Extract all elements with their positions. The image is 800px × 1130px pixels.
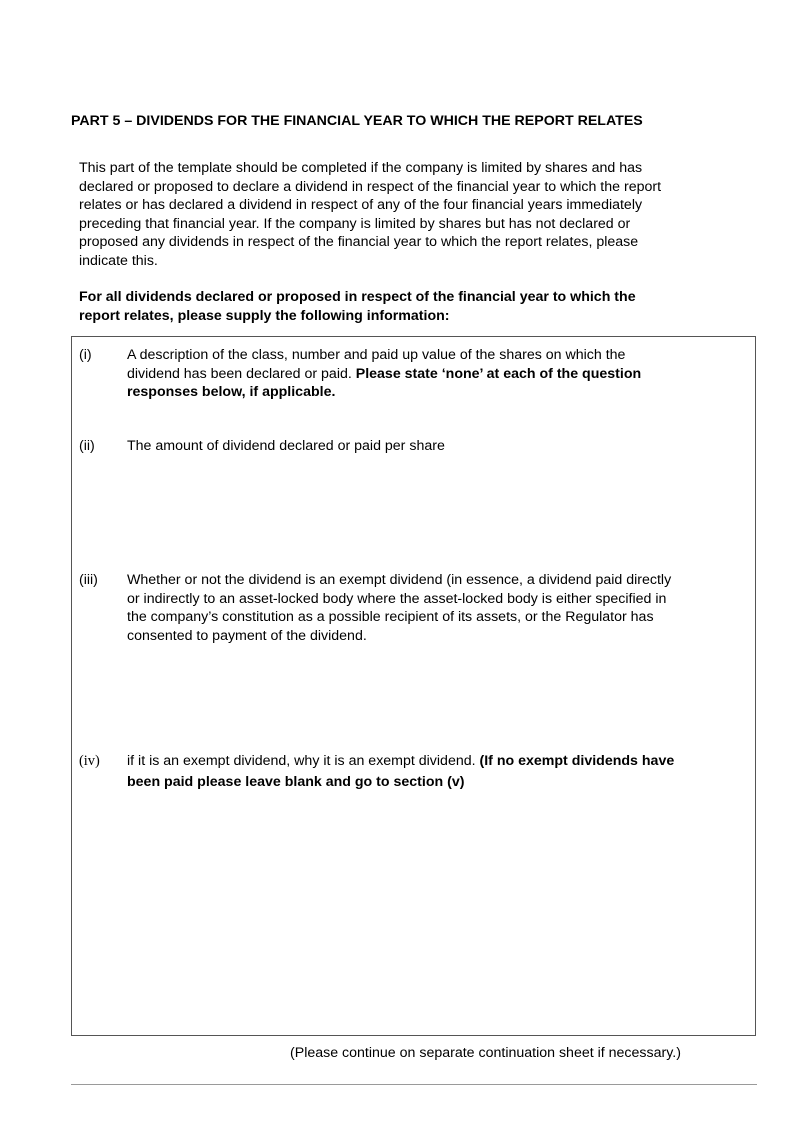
continuation-note: (Please continue on separate continuation sheet if necessary.) [290, 1045, 681, 1061]
question-text-ii: The amount of dividend declared or paid per share [127, 438, 445, 454]
question-number-iv: (iv) [79, 753, 100, 769]
question-number-iii: (iii) [79, 572, 98, 588]
question-text-iv [127, 751, 752, 792]
question-text-iv-bold: (If no exempt dividends have been paid please leave blank and go to section (v) [127, 753, 675, 790]
question-number-i: (i) [79, 347, 92, 363]
question-text-i-bold: Please state ‘none’ at each of the question responses below, if applicable. [127, 365, 642, 400]
question-text-iii: Whether or not the dividend is an exempt dividend (in essence, a dividend paid directly or indirectly to an asset-locked body where the asset-locked body is either specified in the company’s constitution as a possible recipient of its assets, or the Regulator has consented to payment of the dividend. [127, 572, 672, 644]
footer-divider [71, 1084, 757, 1085]
instruction-paragraph: For all dividends declared or proposed in respect of the financial year to which the report relates, please supply the following information: [79, 289, 636, 324]
question-text-iv-regular: if it is an exempt dividend, why it is an exempt dividend. [127, 753, 480, 769]
question-number-ii: (ii) [79, 438, 95, 454]
question-text-i [127, 346, 752, 402]
part-heading: PART 5 – DIVIDENDS FOR THE FINANCIAL YEAR TO WHICH THE REPORT RELATES [71, 113, 643, 129]
intro-paragraph: This part of the template should be completed if the company is limited by shares and has declared or proposed to declare a dividend in respect of the financial year to which the report relates or has declared a dividend in respect of any of the four financial years immediately preceding that financial year. If the company is limited by shares but has not declared or proposed any dividends in respect of the financial year to which the report relates, please indicate this. [79, 160, 662, 269]
question-text-i-regular: A description of the class, number and paid up value of the shares on which the dividend has been declared or paid. [127, 347, 626, 382]
